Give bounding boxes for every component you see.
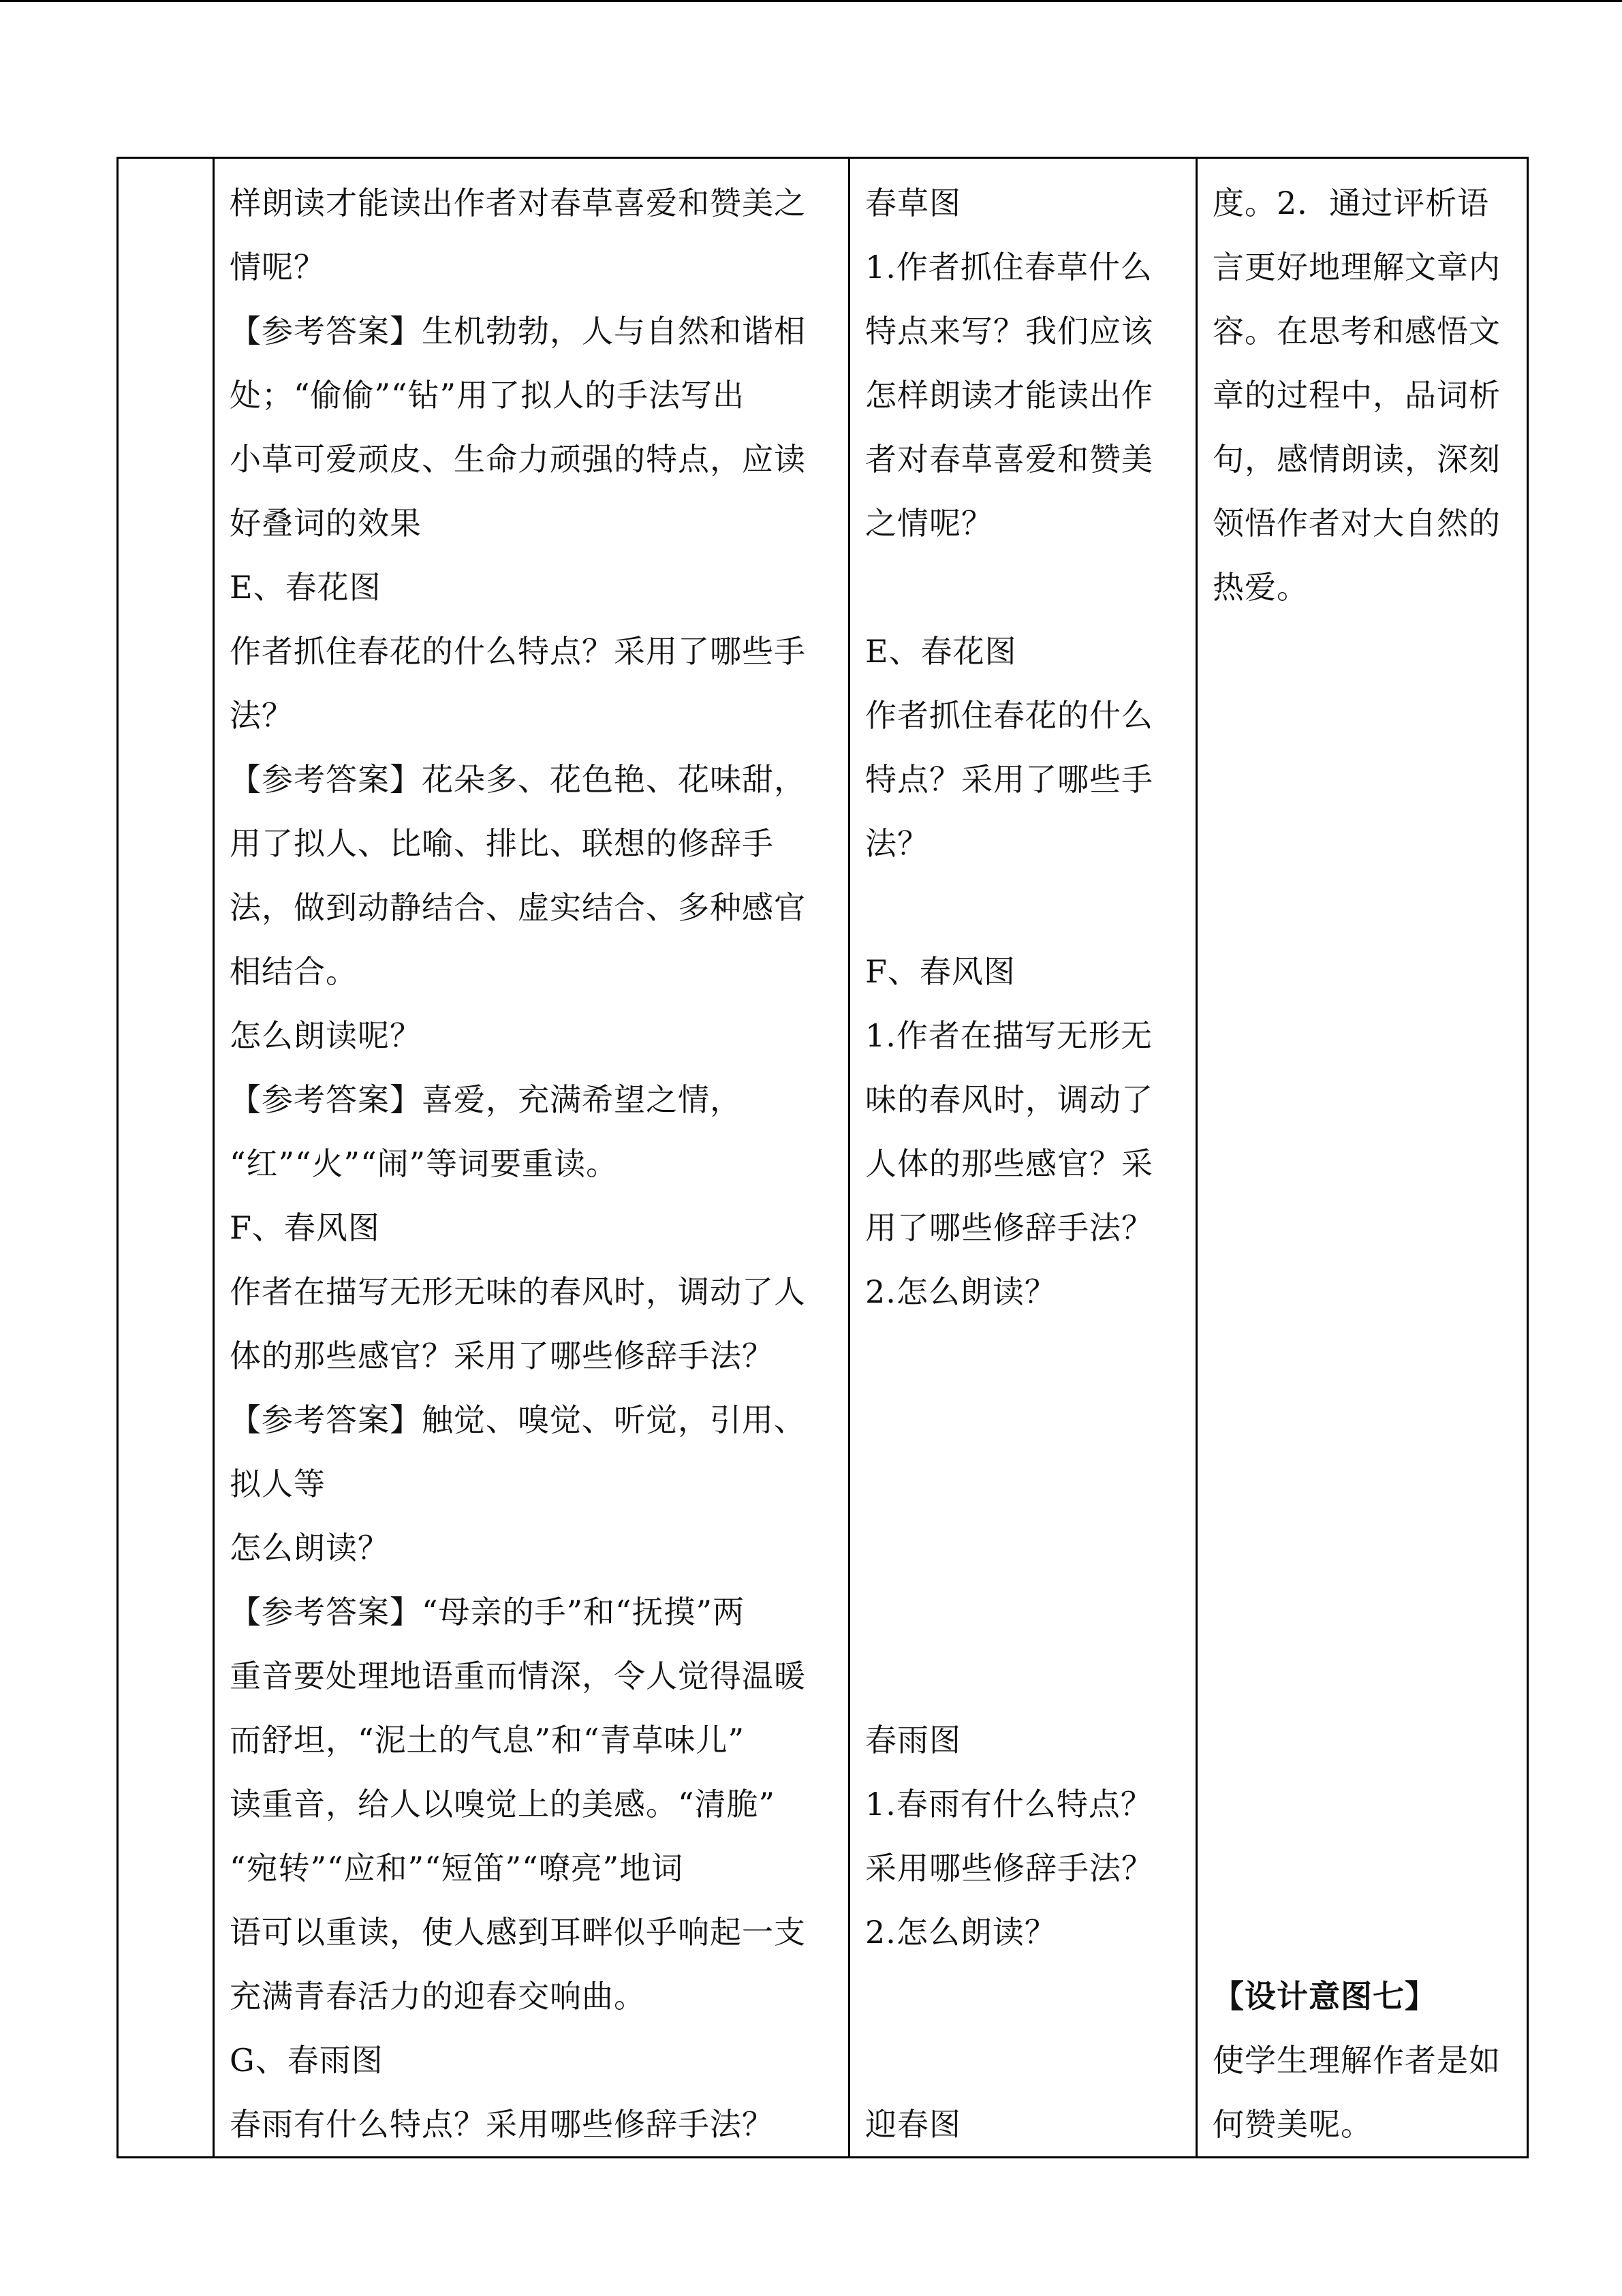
blank-line xyxy=(865,875,1182,940)
text-line: 2.怎么朗读？ xyxy=(865,1273,1057,1310)
blank-line xyxy=(1213,811,1513,875)
text-line: 处；“偷偷”“钻”用了拟人的手法写出 xyxy=(230,377,745,414)
blank-line xyxy=(1213,1196,1513,1260)
text-line: 之情呢？ xyxy=(865,505,993,542)
text-line: 相结合。 xyxy=(230,953,358,990)
text-line: F、春风图 xyxy=(230,1209,380,1246)
text-line: 者对春草喜爱和赞美 xyxy=(865,441,1153,478)
text-line: 1.作者抓住春草什么 xyxy=(865,249,1153,285)
text-line: 使学生理解作者是如 xyxy=(1213,2042,1501,2079)
text-line: 热爱。 xyxy=(1213,569,1309,606)
blank-line xyxy=(865,1644,1182,1708)
blank-line xyxy=(865,1388,1182,1452)
lesson-plan-table xyxy=(116,157,1529,2158)
text-line: 语可以重读，使人感到耳畔似乎响起一支 xyxy=(230,1914,806,1951)
blank-line xyxy=(865,1324,1182,1388)
text-line: 1.春雨有什么特点？ xyxy=(865,1786,1153,1822)
design-intent-column xyxy=(1197,158,1528,2158)
question-column xyxy=(849,158,1197,2158)
text-line: 作者抓住春花的什么特点？采用了哪些手 xyxy=(230,633,806,670)
blank-line xyxy=(1213,1260,1513,1324)
text-line: 读重音，给人以嗅觉上的美感。“清脆” xyxy=(230,1786,776,1822)
text-line: 怎样朗读才能读出作 xyxy=(865,377,1153,414)
blank-line xyxy=(1213,1708,1513,1772)
blank-line xyxy=(1213,1452,1513,1516)
text-line: 【参考答案】“母亲的手”和“抚摸”两 xyxy=(230,1594,745,1630)
column-text xyxy=(215,159,848,2156)
text-line: 句，感情朗读，深刻 xyxy=(1213,441,1501,478)
blank-line xyxy=(1213,683,1513,747)
text-line: E、春花图 xyxy=(865,633,1017,670)
blank-line xyxy=(1213,1068,1513,1132)
text-line: 迎春图 xyxy=(865,2106,961,2143)
text-line: 味的春风时，调动了 xyxy=(865,1081,1153,1118)
text-line: 【参考答案】生机勃勃，人与自然和谐相 xyxy=(230,313,806,350)
blank-line xyxy=(1213,1388,1513,1452)
text-line: 怎么朗读？ xyxy=(230,1530,390,1566)
column-text xyxy=(850,159,1196,2156)
text-line: 怎么朗读呢？ xyxy=(230,1017,422,1054)
blank-line xyxy=(1213,1516,1513,1580)
text-line: 领悟作者对大自然的 xyxy=(1213,505,1501,542)
column-text xyxy=(1198,159,1527,2156)
text-line: 法，做到动静结合、虚实结合、多种感官 xyxy=(230,889,806,926)
reference-answer-column xyxy=(214,158,849,2158)
text-line: 小草可爱顽皮、生命力顽强的特点，应读 xyxy=(230,441,806,478)
text-line: 特点来写？我们应该 xyxy=(865,313,1153,350)
text-line: 充满青春活力的迎春交响曲。 xyxy=(230,1978,646,2015)
blank-line xyxy=(865,1580,1182,1644)
text-line: 体的那些感官？采用了哪些修辞手法？ xyxy=(230,1337,774,1374)
blank-line xyxy=(1213,619,1513,683)
text-line: 人体的那些感官？采 xyxy=(865,1145,1153,1182)
text-line: 好叠词的效果 xyxy=(230,505,422,542)
blank-line xyxy=(1213,1644,1513,1708)
blank-line xyxy=(1213,1580,1513,1644)
text-line: 作者抓住春花的什么 xyxy=(865,697,1153,734)
text-line: 情呢？ xyxy=(230,249,326,285)
empty-first-column-cell xyxy=(118,158,214,2158)
text-line: 1.作者在描写无形无 xyxy=(865,1017,1153,1054)
blank-line xyxy=(1213,1772,1513,1836)
text-line: 何赞美呢。 xyxy=(1213,2106,1373,2143)
text-line: “红”“火”“闹”等词要重读。 xyxy=(230,1145,619,1182)
text-line: “宛转”“应和”“短笛”“嘹亮”地词 xyxy=(230,1850,684,1887)
blank-line xyxy=(1213,1324,1513,1388)
text-line: 法？ xyxy=(230,697,294,734)
blank-line xyxy=(865,1452,1182,1516)
text-line: 【设计意图七】 xyxy=(1213,1978,1437,2015)
text-line: G、春雨图 xyxy=(230,2042,384,2079)
blank-line xyxy=(1213,1900,1513,1964)
text-line: 2.怎么朗读？ xyxy=(865,1914,1057,1951)
text-line: 春雨有什么特点？采用哪些修辞手法？ xyxy=(230,2106,774,2143)
text-line: F、春风图 xyxy=(865,953,1016,990)
text-line: 用了哪些修辞手法？ xyxy=(865,1209,1153,1246)
text-line: 度。2．通过评析语 xyxy=(1213,185,1490,221)
text-line: 特点？采用了哪些手 xyxy=(865,761,1153,798)
text-line: 【参考答案】触觉、嗅觉、听觉，引用、 xyxy=(230,1401,806,1438)
text-line: 采用哪些修辞手法？ xyxy=(865,1850,1153,1887)
blank-line xyxy=(865,1964,1182,2028)
blank-line xyxy=(865,2028,1182,2092)
text-line: 章的过程中，品词析 xyxy=(1213,377,1501,414)
blank-line xyxy=(1213,1132,1513,1196)
text-line: 而舒坦，“泥土的气息”和“青草味儿” xyxy=(230,1722,745,1758)
text-line: 【参考答案】喜爱，充满希望之情， xyxy=(230,1081,742,1118)
text-line: 样朗读才能读出作者对春草喜爱和赞美之 xyxy=(230,185,806,221)
text-line: 容。在思考和感悟文 xyxy=(1213,313,1501,350)
text-line: 言更好地理解文章内 xyxy=(1213,249,1501,285)
text-line: E、春花图 xyxy=(230,569,381,606)
table-row xyxy=(118,158,1528,2158)
text-line: 春草图 xyxy=(865,185,961,221)
text-line: 作者在描写无形无味的春风时，调动了人 xyxy=(230,1273,806,1310)
blank-line xyxy=(1213,1004,1513,1068)
blank-line xyxy=(865,1516,1182,1580)
text-line: 重音要处理地语重而情深，令人觉得温暖 xyxy=(230,1658,806,1694)
blank-line xyxy=(1213,940,1513,1004)
blank-line xyxy=(1213,747,1513,811)
text-line: 春雨图 xyxy=(865,1722,961,1758)
text-line: 法？ xyxy=(865,825,929,862)
blank-line xyxy=(865,555,1182,619)
text-line: 用了拟人、比喻、排比、联想的修辞手 xyxy=(230,825,774,862)
blank-line xyxy=(1213,1836,1513,1900)
text-line: 拟人等 xyxy=(230,1465,326,1502)
blank-line xyxy=(1213,875,1513,940)
text-line: 【参考答案】花朵多、花色艳、花味甜， xyxy=(230,761,806,798)
